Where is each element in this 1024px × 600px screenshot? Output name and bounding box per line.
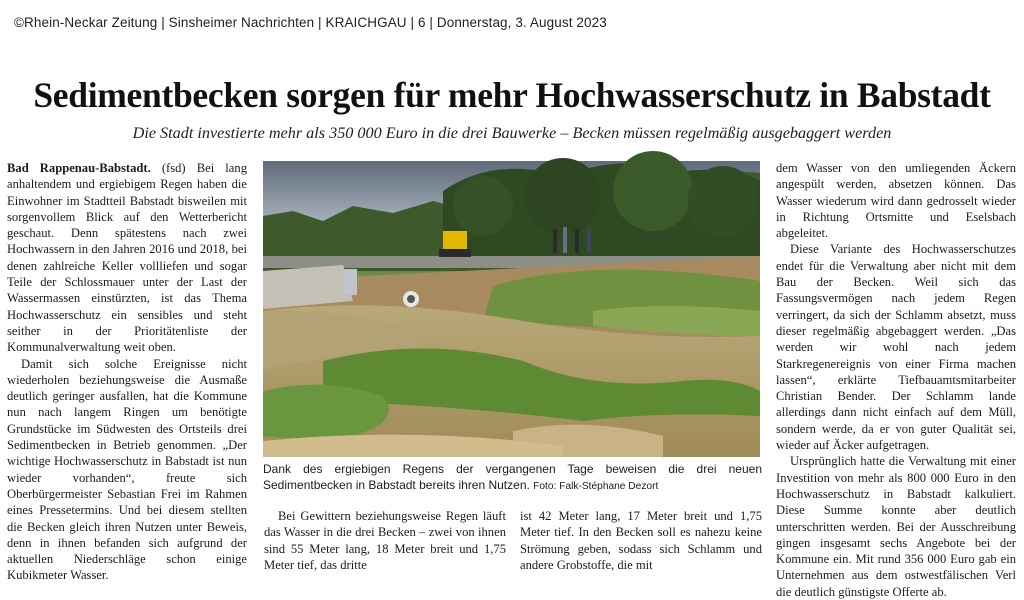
sediment-basin-photo — [263, 161, 760, 457]
article-column-3 — [520, 508, 762, 572]
subheadline: Die Stadt investierte mehr als 350 000 Euro in die drei Bauwerke – Becken müssen regelmäßig ausgebaggert werden — [132, 124, 892, 142]
paragraph: Bei Gewittern beziehungsweise Regen läuft das Wasser in die drei Becken – zwei von ihnen sind 55 Meter lang, 18 Meter breit und 1,75 Meter tief, das dritte — [264, 509, 506, 572]
photo-credit: Foto: Falk-Stéphane Dezort — [533, 480, 659, 492]
headline: Sedimentbecken sorgen für mehr Hochwasserschutz in Babstadt — [33, 75, 991, 115]
photo-caption — [263, 462, 762, 494]
paragraph: Diese Variante des Hochwasserschutzes endet für die Verwaltung aber nicht mit dem Bau der Becken. Weil sich das Fassungsvermögen nach jedem Regen verringert, da sich der Schlamm absetzt, muss dieser regelmäßig abgebaggert werden. „Das werden wir wohl nach jedem Starkregenereignis von einer Firma machen lassen“, erklärte Tiefbauamtsmitarbeiter Christian Bender. Der Schlamm lande allerdings dann nicht einfach auf dem Müll, sondern werde, da er von guter Qualität sei, wieder auf Äcker aufgetragen. — [776, 242, 1016, 453]
paragraph-text: (fsd) Bei lang anhaltendem und ergiebigem Regen haben die Einwohner im Stadtteil Babstadt bisweilen mit sorgenvollem Blick auf den Wetterbericht geschaut. Denn spätestens nach zwei Hochwassern in den Jahren 2016 und 2018, bei denen zahlreiche Keller vollliefen und sogar Teile der Schlossmauer unter der Last der Wassermassen einstürzten, ist das Thema Hochwasserschutz ein sensibles und steht seither in der Prioritätenliste der Kommunalverwaltung weit oben. — [7, 161, 247, 355]
article-column-4 — [776, 160, 1016, 599]
paragraph: dem Wasser von den umliegenden Äckern angespült werden, absetzen können. Das Wasser wiederum wird dann gedrosselt wieder in Richtung Ortsmitte und Eselsbach abgeleitet. — [776, 161, 1016, 241]
paragraph: ist 42 Meter lang, 17 Meter breit und 1,75 Meter tief. In den Becken soll es nahezu keine Strömung geben, sodass sich Schlamm und andere Grobstoffe, die mit — [520, 509, 762, 572]
paragraph: Damit sich solche Ereignisse nicht wiederholen beziehungsweise die Ausmaße deutlich geringer ausfallen, hat die Kommune nun nach langem Ringen um benötigte Grundstücke im Südwesten des Ortsteils drei Sedimentbecken in Betrieb genommen. „Der wichtige Hochwasserschutz in Babstadt ist nun wieder vorhanden“, freute sich Oberbürgermeister Sebastian Frei im Rahmen eines Pressetermins. Und bei diesem stellten die Becken gleich ihren Nutzen unter Beweis, denn in ihnen befanden sich aufgrund der aktuellen Niederschläge schon einige Kubikmeter Wasser. — [7, 356, 247, 583]
source-line: ©Rhein-Neckar Zeitung | Sinsheimer Nachrichten | KRAICHGAU | 6 | Donnerstag, 3. August 2023 — [14, 15, 607, 30]
article-column-2 — [264, 508, 506, 572]
caption-text: Dank des ergiebigen Regens der vergangenen Tage beweisen die drei neuen Sedimentbecken in Babstadt bereits ihren Nutzen. — [263, 462, 762, 492]
paragraph: Ursprünglich hatte die Verwaltung mit einer Investition von mehr als 800 000 Euro in den Hochwasserschutz in Babstadt kalkuliert. Diese Summe konnte aber deutlich unterschritten werden. Bei der Ausschreibung gingen insgesamt sechs Angebote bei der Kommune ein. Mit rund 356 000 Euro gab ein Unternehmen aus dem ostwestfälischen Verl die deutlich günstigste Offerte ab. — [776, 454, 1016, 599]
paragraph — [7, 160, 247, 356]
dateline: Bad Rappenau-Babstadt. — [7, 161, 151, 175]
article-photo — [263, 161, 760, 457]
article-column-1 — [7, 160, 247, 583]
